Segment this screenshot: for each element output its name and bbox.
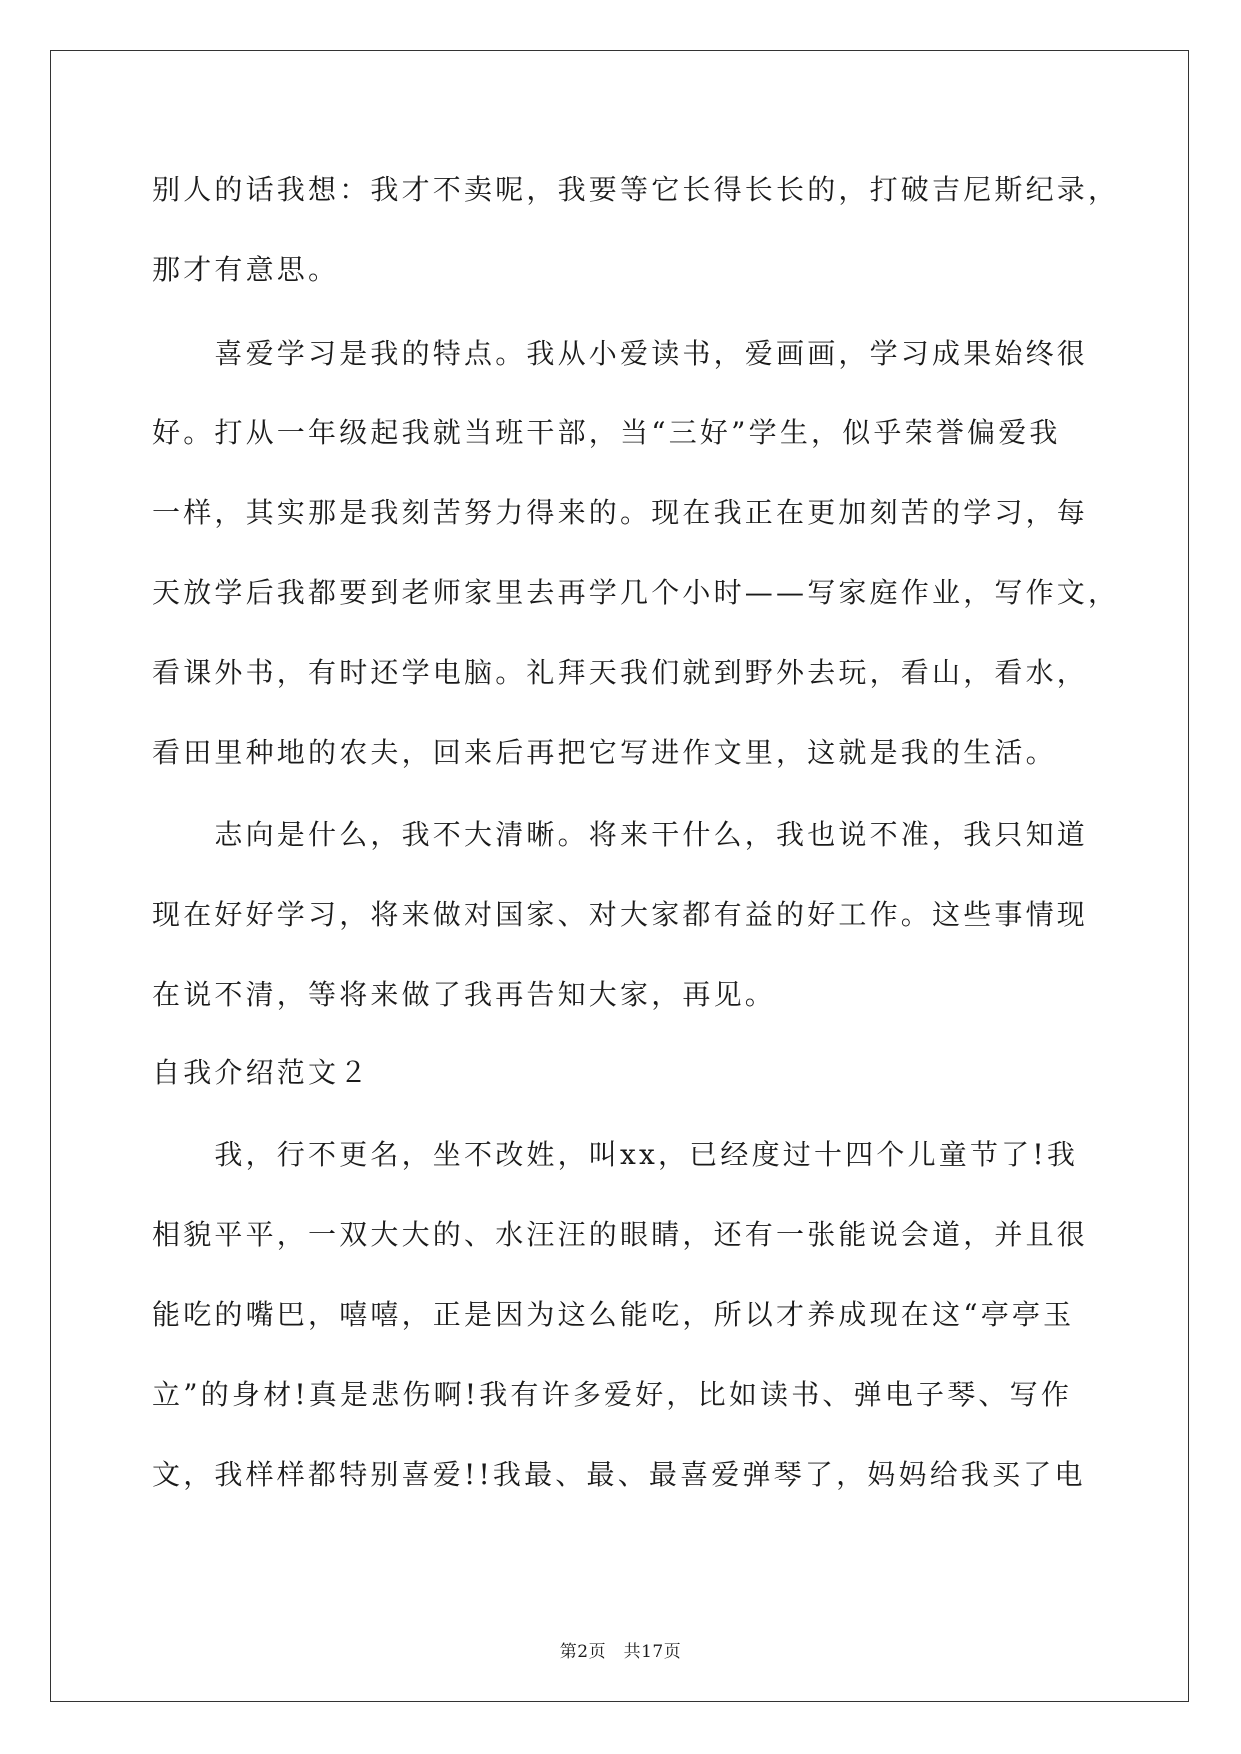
body-line-16: 文，我样样都特别喜爱!!我最、最、最喜爱弹琴了，妈妈给我买了电	[152, 1458, 1086, 1491]
body-line-12: 我，行不更名，坐不改姓，叫xx，已经度过十四个儿童节了!我	[152, 1138, 1079, 1171]
body-line-9: 志向是什么，我不大清晰。将来干什么，我也说不准，我只知道	[152, 818, 1089, 851]
body-line-15: 立”的身材!真是悲伤啊!我有许多爱好，比如读书、弹电子琴、写作	[152, 1378, 1073, 1411]
body-line-2: 那才有意思。	[152, 253, 340, 286]
body-line-3: 喜爱学习是我的特点。我从小爱读书，爱画画，学习成果始终很	[152, 337, 1089, 370]
body-line-10: 现在好好学习，将来做对国家、对大家都有益的好工作。这些事情现	[152, 898, 1089, 931]
body-line-5: 一样，其实那是我刻苦努力得来的。现在我正在更加刻苦的学习，每	[152, 496, 1089, 529]
body-line-4: 好。打从一年级起我就当班干部，当“三好”学生，似乎荣誉偏爱我	[152, 416, 1061, 449]
page-footer: 第2页 共17页	[559, 1642, 682, 1662]
section-heading: 自我介绍范文２	[152, 1056, 371, 1089]
body-line-7: 看课外书，有时还学电脑。礼拜天我们就到野外去玩，看山，看水，	[152, 656, 1089, 689]
body-line-1: 别人的话我想：我才不卖呢，我要等它长得长长的，打破吉尼斯纪录，	[152, 173, 1120, 206]
body-line-14: 能吃的嘴巴，嘻嘻，正是因为这么能吃，所以才养成现在这“亭亭玉	[152, 1298, 1075, 1331]
body-line-6: 天放学后我都要到老师家里去再学几个小时——写家庭作业，写作文，	[152, 576, 1120, 609]
body-line-13: 相貌平平，一双大大的、水汪汪的眼睛，还有一张能说会道，并且很	[152, 1218, 1089, 1251]
body-line-11: 在说不清，等将来做了我再告知大家，再见。	[152, 978, 777, 1011]
body-line-8: 看田里种地的农夫，回来后再把它写进作文里，这就是我的生活。	[152, 736, 1057, 769]
